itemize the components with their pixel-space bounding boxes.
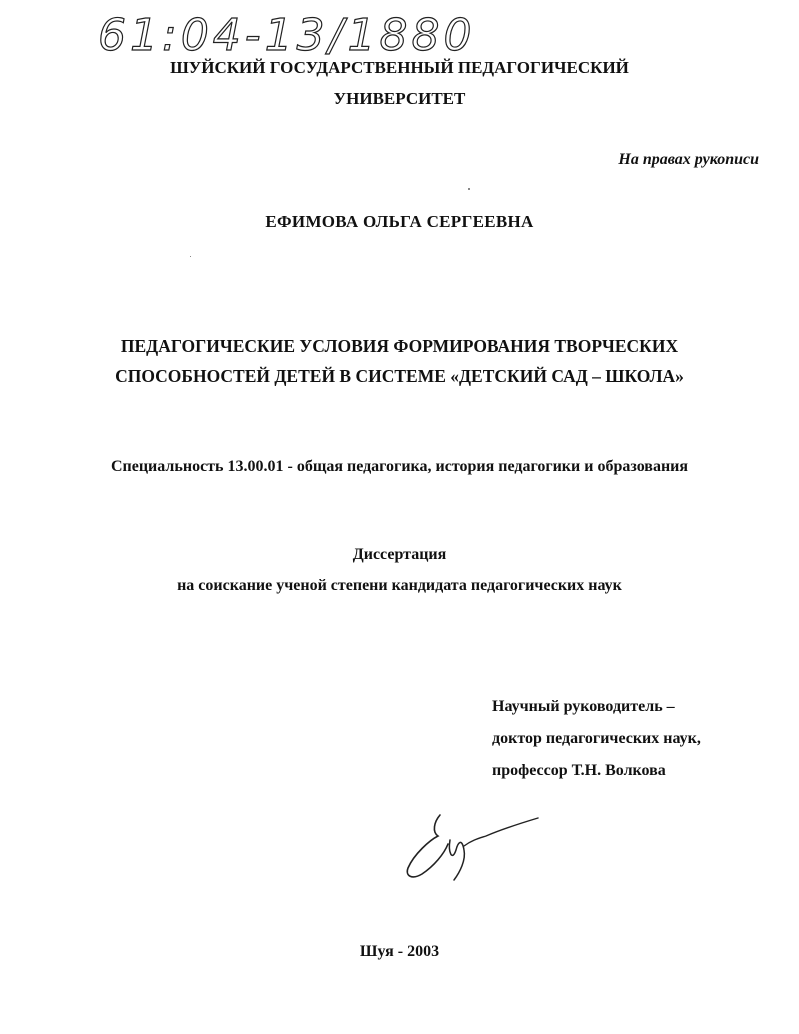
scan-speck [468, 188, 470, 190]
dissertation-title-line2: СПОСОБНОСТЕЙ ДЕТЕЙ В СИСТЕМЕ «ДЕТСКИЙ САД – ШКОЛА» [115, 366, 684, 386]
university-name-line1: ШУЙСКИЙ ГОСУДАРСТВЕННЫЙ ПЕДАГОГИЧЕСКИЙ [170, 58, 629, 77]
supervisor-line3: профессор Т.Н. Волкова [492, 762, 666, 779]
dissertation-heading: Диссертация [352, 546, 447, 563]
handwritten-archive-number [98, 4, 518, 60]
supervisor-line2: доктор педагогических наук, [492, 730, 701, 747]
manuscript-note: На правах рукописи [618, 151, 759, 168]
dissertation-subtitle: на соискание ученой степени кандидата педагогических наук [177, 577, 622, 594]
specialty-line: Специальность 13.00.01 - общая педагогика, история педагогики и образования [110, 458, 689, 475]
scan-speck [190, 256, 191, 257]
dissertation-title-line1: ПЕДАГОГИЧЕСКИЕ УСЛОВИЯ ФОРМИРОВАНИЯ ТВОРЧЕСКИХ [120, 336, 679, 356]
handwritten-signature [400, 810, 545, 885]
supervisor-line1: Научный руководитель – [492, 698, 675, 715]
university-name-line2: УНИВЕРСИТЕТ [333, 89, 466, 108]
place-and-year: Шуя - 2003 [359, 943, 440, 960]
author-name: ЕФИМОВА ОЛЬГА СЕРГЕЕВНА [265, 212, 534, 231]
archive-number-text: 61:04-13/1880 [98, 10, 476, 60]
